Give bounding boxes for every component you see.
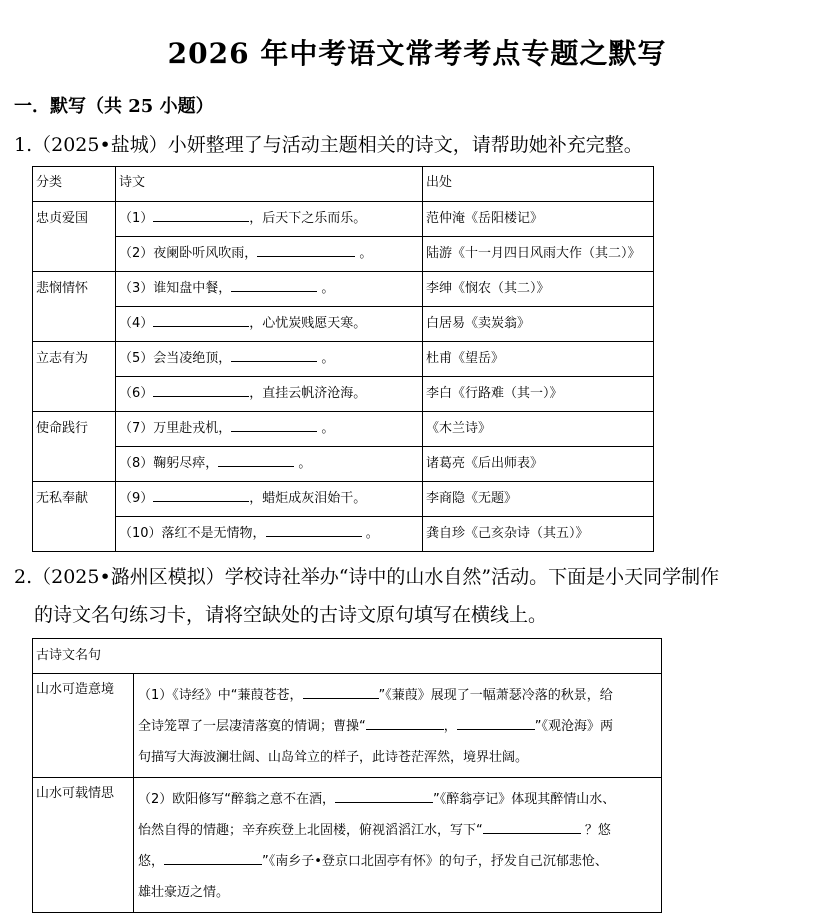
- poem-cell: （1）《诗经》中“蒹葭苍苍， ”《蒹葭》展现了一幅萧瑟冷落的秋景，给 全诗笼罩了一层凄清落寞的情调；曹操“ ， ”《观沧海》两 句描写大海波澜壮阔、山岛耸立的样子，此诗苍茫浑然，境界壮阔。: [134, 674, 662, 778]
- question-1-text: 1.（2025•盐城）小妍整理了与活动主题相关的诗文，请帮助她补充完整。: [14, 134, 643, 156]
- table-row: [33, 342, 654, 377]
- table-row: [33, 674, 662, 778]
- answer-blank[interactable]: [164, 848, 262, 865]
- poem-cell: （9） ，蜡炬成灰泪始干。: [116, 482, 423, 517]
- source-cell: 李商隐《无题》: [423, 482, 654, 517]
- table-row: [33, 307, 654, 342]
- poem-cell: （2）欧阳修写“醉翁之意不在酒， ”《醉翁亭记》体现其醉情山水、 怡然自得的情趣；辛弃疾登上北固楼，俯视滔滔江水，写下“ ？悠 悠， ”《南乡子•登京口北固亭有怀》的句子，抒发自己沉郁悲怆、 雄壮豪迈之情。: [134, 778, 662, 913]
- poem-cell: （5）会当凌绝顶， 。: [116, 342, 423, 377]
- category-cell: 使命践行: [33, 412, 116, 482]
- table-header-row: [33, 167, 654, 202]
- question-2-text-continued: 的诗文名句练习卡，请将空缺处的古诗文原句填写在横线上。: [34, 604, 548, 626]
- poem-cell: （3）谁知盘中餐， 。: [116, 272, 423, 307]
- header-source: 出处: [423, 167, 654, 202]
- table-row: [33, 237, 654, 272]
- answer-blank[interactable]: [153, 205, 249, 222]
- table-row: [33, 447, 654, 482]
- answer-blank[interactable]: [366, 713, 444, 730]
- table-row: [33, 202, 654, 237]
- category-cell: 无私奉献: [33, 482, 116, 552]
- table-row: [33, 517, 654, 552]
- source-cell: 李绅《悯农（其二）》: [423, 272, 654, 307]
- category-cell: 山水可造意境: [33, 674, 134, 778]
- poem-cell: （6） ，直挂云帆济沧海。: [116, 377, 423, 412]
- answer-blank[interactable]: [257, 240, 355, 257]
- poem-cell: （4） ，心忧炭贱愿天寒。: [116, 307, 423, 342]
- source-cell: 杜甫《望岳》: [423, 342, 654, 377]
- source-cell: 陆游《十一月四日风雨大作（其二）》: [423, 237, 654, 272]
- header-category: 分类: [33, 167, 116, 202]
- source-cell: 龚自珍《己亥杂诗（其五）》: [423, 517, 654, 552]
- answer-blank[interactable]: [231, 415, 317, 432]
- header-poem: 诗文: [116, 167, 423, 202]
- table-header-row: [33, 639, 662, 674]
- poem-cell: （10）落红不是无情物， 。: [116, 517, 423, 552]
- answer-blank[interactable]: [153, 310, 249, 327]
- answer-blank[interactable]: [483, 817, 581, 834]
- answer-blank[interactable]: [303, 682, 379, 699]
- answer-blank[interactable]: [153, 485, 249, 502]
- answer-blank[interactable]: [218, 450, 294, 467]
- poem-table-1: [32, 166, 654, 552]
- category-cell: 忠贞爱国: [33, 202, 116, 272]
- category-cell: 立志有为: [33, 342, 116, 412]
- answer-blank[interactable]: [231, 275, 317, 292]
- question-2-text: 2.（2025•潞州区模拟）学校诗社举办“诗中的山水自然”活动。下面是小天同学制作: [14, 566, 720, 588]
- table-row: [33, 778, 662, 913]
- section-heading: 一．默写（共 25 小题）: [14, 96, 214, 117]
- poem-table-2: [32, 638, 662, 913]
- poem-cell: （8）鞠躬尽瘁， 。: [116, 447, 423, 482]
- poem-cell: （1） ，后天下之乐而乐。: [116, 202, 423, 237]
- page-title: 2026 年中考语文常考考点专题之默写: [167, 37, 667, 70]
- answer-blank[interactable]: [457, 713, 535, 730]
- table-row: [33, 412, 654, 447]
- category-cell: 悲悯情怀: [33, 272, 116, 342]
- source-cell: 李白《行路难（其一）》: [423, 377, 654, 412]
- table-row: [33, 272, 654, 307]
- answer-blank[interactable]: [266, 520, 362, 537]
- header-famous-lines: 古诗文名句: [33, 639, 662, 674]
- poem-cell: （7）万里赴戎机， 。: [116, 412, 423, 447]
- category-cell: 山水可载情思: [33, 778, 134, 913]
- source-cell: 《木兰诗》: [423, 412, 654, 447]
- poem-cell: （2）夜阑卧听风吹雨， 。: [116, 237, 423, 272]
- source-cell: 范仲淹《岳阳楼记》: [423, 202, 654, 237]
- source-cell: 白居易《卖炭翁》: [423, 307, 654, 342]
- answer-blank[interactable]: [335, 786, 433, 803]
- answer-blank[interactable]: [231, 345, 317, 362]
- table-row: [33, 482, 654, 517]
- source-cell: 诸葛亮《后出师表》: [423, 447, 654, 482]
- table-row: [33, 377, 654, 412]
- answer-blank[interactable]: [153, 380, 249, 397]
